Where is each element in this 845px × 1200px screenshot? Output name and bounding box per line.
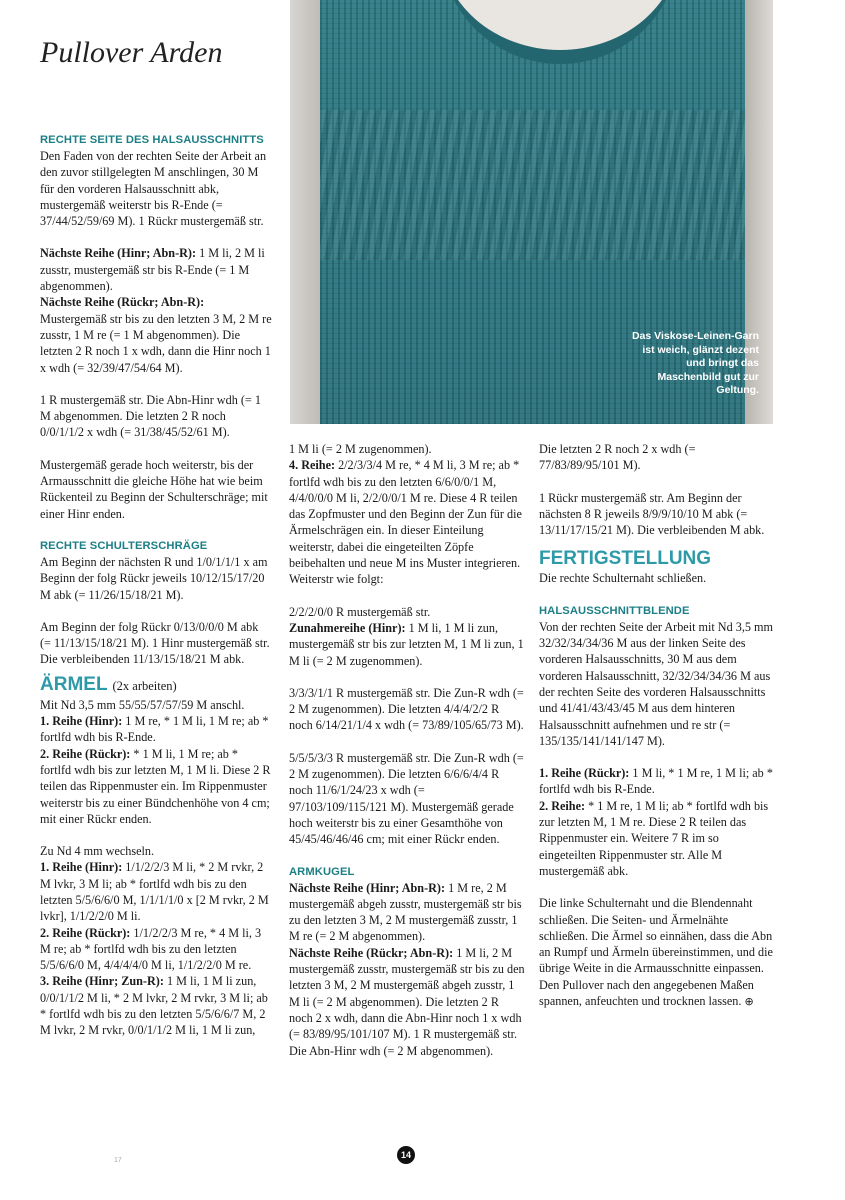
page-number: 14 [397, 1146, 415, 1164]
paragraph [40, 554, 272, 603]
paragraph [289, 750, 525, 848]
paragraph [539, 619, 775, 749]
paragraph [289, 685, 525, 734]
row-label: Nächste Reihe (Rückr; Abn-R): [289, 945, 454, 960]
text: 1 M li, * 1 M re, 1 M li; ab * fortlfd wdh bis R-Ende. [539, 766, 773, 797]
paragraph [40, 148, 272, 229]
paragraph [40, 619, 272, 668]
row-label: Nächste Reihe (Rückr; Abn-R): [40, 295, 205, 310]
row-label: 2. Reihe (Rückr): [40, 925, 131, 940]
paragraph [539, 490, 775, 539]
text: 1 M re, * 1 M li, 1 M re; ab * fortlfd wdh bis R-Ende. [40, 714, 269, 745]
text: 1 M li (= 2 M zugenommen). [289, 442, 432, 456]
paragraph [40, 746, 272, 827]
section-heading-finishing: FERTIGSTELLUNG [539, 548, 712, 570]
paragraph [40, 713, 272, 746]
text: Zu Nd 4 mm wechseln. [40, 844, 155, 859]
sweater-yoke-texture [320, 110, 745, 260]
paragraph [289, 604, 525, 620]
text: Die letzten 2 R noch 2 x wdh (= 77/83/89/95/101 M). [539, 442, 696, 473]
text: * 1 M li, 1 M re; ab * fortlfd wdh bis zur letzten M, 1 M li. Diese 2 R teilen das Rippenmuster ein. Im Rippenmuster weiterstr bis zu einer Bündchenhöhe von 4 cm; mit einer Rückr enden. [40, 746, 271, 826]
text: 2/2/3/3/4 M re, * 4 M li, 3 M re; ab * fortlfd wdh bis zu den letzten 6/6/0/0/1 M, 4/4/0/0/0 M li, 2/2/0/0/1 M re. Diese 4 R teilen das Zopfmuster und den Beginn der Zun für die Ärmelschrägen ein. In dieser Einteilung weiterstr, dabei die eingeteilten Zöpfe beibehalten und neue M ins Muster integrieren. Weiterstr wie folgt: [289, 458, 522, 587]
paragraph [40, 697, 272, 713]
paragraph [289, 880, 525, 945]
sweater-neckline [440, 0, 680, 64]
text: Mustergemäß gerade hoch weiterstr, bis der Armausschnitt die gleiche Höhe hat wie beim Rückenteil zu Beginn der Schulterschräge; mit einer Hinr enden. [40, 457, 268, 521]
row-label: 2. Reihe: [539, 798, 586, 813]
paragraph [40, 294, 272, 375]
section-heading-shoulder-right: RECHTE SCHULTERSCHRÄGE [40, 539, 208, 552]
text: 1 M re, 2 M mustergemäß abgeh zusstr, mustergemäß str bis zu den letzten 3 M, 2 M mustergemäß zusstr, 1 M re (= 2 M abgenommen). [289, 880, 522, 944]
section-heading-sleeve-cap: ARMKUGEL [289, 865, 355, 878]
row-label: 2. Reihe (Rückr): [40, 746, 131, 761]
small-mark: 17 [114, 1157, 122, 1164]
row-label: 1. Reihe (Hinr): [40, 714, 123, 729]
text: 1/1/2/2/3 M li, * 2 M rvkr, 2 M lvkr, 3 M li; ab * fortlfd wdh bis zu den letzten 5/5/6/6/0 M, 1/1/1/1/0 x [2 M rvkr, 2 M lvkr], 1/1/2/2/0 M li. [40, 860, 269, 924]
section-heading-neckband: HALSAUSSCHNITTBLENDE [539, 604, 690, 617]
paragraph [40, 859, 272, 924]
row-label: 1. Reihe (Rückr): [539, 766, 630, 781]
paragraph [289, 441, 525, 457]
row-label: Nächste Reihe (Hinr; Abn-R): [289, 880, 446, 895]
text: * 1 M re, 1 M li; ab * fortlfd wdh bis zur letzten M, 1 M re. Diese 2 R teilen das Rippenmuster ein. Weitere 7 R im so eingeteilten Rippenmuster str. Alle M mustergemäß abk. [539, 798, 769, 878]
heading-note: (2x arbeiten) [112, 678, 177, 693]
paragraph [539, 798, 775, 879]
paragraph [40, 457, 272, 522]
row-label: Zunahmereihe (Hinr): [289, 620, 406, 635]
text: Am Beginn der folg Rückr 0/13/0/0/0 M abk (= 11/13/15/18/21 M). 1 Hinr mustergemäß str. Die verbleibenden 11/13/15/18/21 M abk. [40, 619, 270, 667]
section-heading-sleeves [40, 674, 272, 697]
paragraph [289, 457, 525, 587]
paragraph [40, 843, 272, 859]
text: 1 M li, 2 M li zusstr, mustergemäß str bis R-Ende (= 1 M abgenommen). [40, 246, 265, 294]
text: 1 M li, 2 M mustergemäß zusstr, mustergemäß str bis zu den letzten 3 M, 2 M mustergemäß abgeh zusstr, 1 M li (= 2 M abgenommen). Die letzten 2 R noch 2 x wdh, dann die Abn-Hinr noch 1 x wdh (= 83/89/95/101/107 M). 1 R mustergemäß str. Die Abn-Hinr wdh (= 2 M abgenommen). [289, 945, 525, 1058]
paragraph [539, 895, 775, 1010]
text: 1 R mustergemäß str. Die Abn-Hinr wdh (= 1 M abgenommen. Die letzten 2 R noch 0/0/1/1/2 x wdh (= 31/38/45/52/61 M). [40, 392, 261, 440]
heading-text: ÄRMEL [40, 673, 108, 695]
text: Mustergemäß str bis zu den letzten 3 M, 2 M re zusstr, 1 M re (= 1 M abgenommen). Die letzten 2 R noch 1 x wdh, dann die Hinr noch 1 x wdh (= 32/39/47/54/64 M). [40, 311, 272, 375]
column-1 [40, 132, 272, 1039]
paragraph [40, 973, 272, 1038]
text: Den Faden von der rechten Seite der Arbeit an den zuvor stillgelegten M anschlingen, 30 M für den vorderen Halsausschnitt abk, mustergemäß weiterstr bis R-Ende (= 37/44/52/59/69 M). 1 Rückr mustergemäß str. [40, 149, 267, 229]
text: Von der rechten Seite der Arbeit mit Nd 3,5 mm 32/32/34/34/36 M aus der linken Seite des vorderen Halsausschnitts, 30 M aus dem vorderen Halsausschnitt, 32/32/34/34/36 M aus der rechten Seite des vorderen Halsausschnitts und 41/41/43/43/45 M aus dem hinteren Halsausschnitt aufnehmen und re str (= 135/135/141/141/147 M). [539, 619, 773, 748]
text: 1/1/2/2/3 M re, * 4 M li, 3 M re; ab * fortlfd wdh bis zu den letzten 5/5/6/6/0 M, 4/4/4/4/0 M li, 1/1/2/2/0 M re. [40, 925, 262, 973]
column-3 [539, 441, 775, 1010]
text: 2/2/2/0/0 R mustergemäß str. [289, 604, 431, 619]
paragraph [539, 765, 775, 798]
photo-caption: Das Viskose-Leinen-Garn ist weich, glänzt dezent und bringt das Maschenbild gut zur Geltung. [631, 330, 759, 396]
paragraph [289, 945, 525, 1059]
text: 1 M li, 1 M li zun, mustergemäß str bis zur letzten M, 1 M li zun, 1 M li (= 2 M zugenommen). [289, 620, 524, 668]
page-title: Pullover Arden [40, 36, 223, 69]
row-label: 4. Reihe: [289, 458, 336, 473]
text: 1 M li, 1 M li zun, 0/0/1/1/2 M li, * 2 M lvkr, 2 M rvkr, 3 M li; ab * fortlfd wdh bis zu den letzten 5/5/6/6/7 M, 2 M lvkr, 2 M rvkr, 0/0/1/1/2 M li, 1 M li zun, [40, 974, 268, 1038]
column-2 [289, 441, 525, 1059]
sweater-photo [290, 0, 773, 424]
paragraph [539, 570, 775, 586]
photo-background-left [290, 0, 320, 424]
end-mark-icon: ⊕ [744, 995, 754, 1009]
row-label: 3. Reihe (Hinr; Zun-R): [40, 974, 164, 989]
paragraph [40, 245, 272, 294]
row-label: Nächste Reihe (Hinr; Abn-R): [40, 246, 197, 261]
text: Die rechte Schulternaht schließen. [539, 571, 707, 586]
text: 3/3/3/1/1 R mustergemäß str. Die Zun-R wdh (= 2 M zugenommen). Die letzten 4/4/4/2/2 R noch 6/14/21/1/4 x wdh (= 73/89/105/65/73 M). [289, 685, 524, 733]
paragraph [40, 392, 272, 441]
paragraph [539, 441, 775, 474]
paragraph [40, 925, 272, 974]
text: 5/5/5/3/3 R mustergemäß str. Die Zun-R wdh (= 2 M zugenommen). Die letzten 6/6/6/4/4 R noch 11/6/1/24/23 x wdh (= 97/103/109/115/121 M). Mustergemäß gerade hoch weiterstr bis zu einer Gesamthöhe von 45/45/46/46/46 cm; mit einer Rückr enden. [289, 750, 524, 847]
text: Mit Nd 3,5 mm 55/55/57/57/59 M anschl. [40, 697, 245, 712]
text: Am Beginn der nächsten R und 1/0/1/1/1 x am Beginn der folg Rückr jeweils 10/12/15/17/20 M abk (= 11/26/15/18/21 M). [40, 554, 268, 602]
section-heading-neck-right: RECHTE SEITE DES HALSAUSSCHNITTS [40, 134, 264, 146]
paragraph [289, 620, 525, 669]
text: 1 Rückr mustergemäß str. Am Beginn der nächsten 8 R jeweils 8/9/9/10/10 M abk (= 13/11/17/15/21 M). Die verbleibenden M abk. [539, 490, 765, 538]
row-label: 1. Reihe (Hinr): [40, 860, 123, 875]
text: Die linke Schulternaht und die Blendennaht schließen. Die Seiten- und Ärmelnähte schließen. Die Ärmel so einnähen, dass die Abn an Rumpf und Ärmeln übereinstimmen, und die übrige Weite in die Armausschnitte einpassen. Den Pullover nach den angegebenen Maßen spannen, anfeuchten und trocknen lassen. [539, 896, 773, 1009]
